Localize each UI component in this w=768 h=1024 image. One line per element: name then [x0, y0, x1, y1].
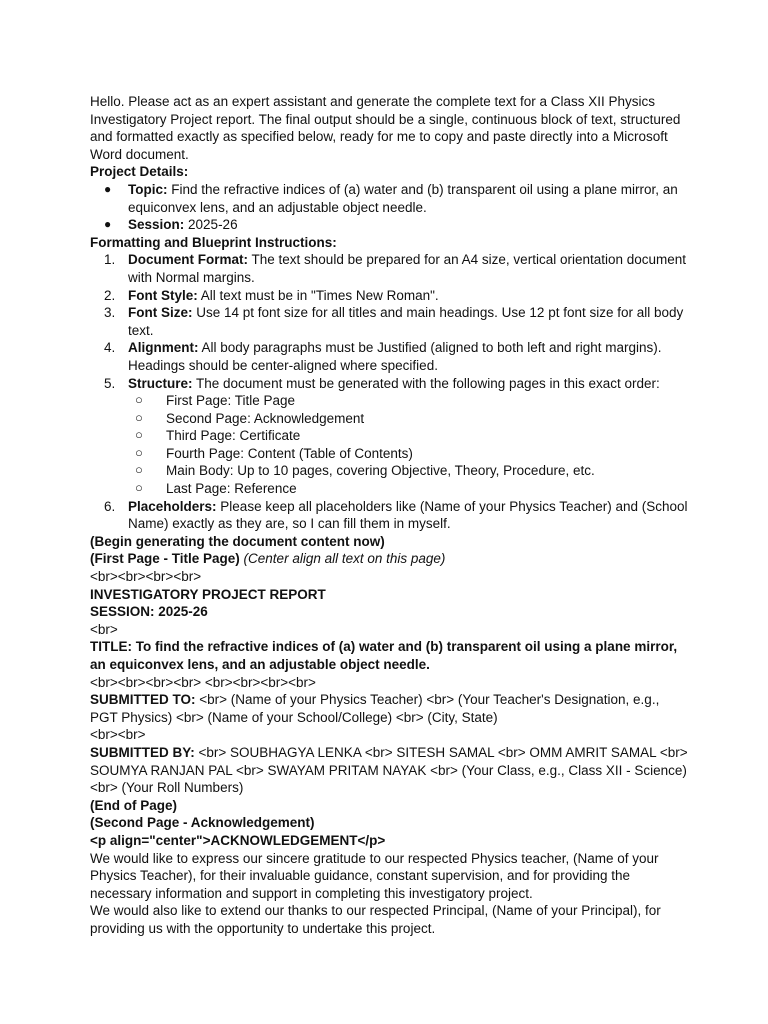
- item-text: All text must be in "Times New Roman".: [197, 287, 439, 303]
- acknowledgement-paragraph-1: We would like to express our sincere gratitude to our respected Physics teacher, (Name of your Physics Teacher), for their invaluable guidance, constant supervision, and for providing the necessary information and support in completing this investigatory project.: [90, 850, 659, 901]
- project-details-list: [90, 181, 690, 234]
- item-text: Use 14 pt font size for all titles and main headings. Use 12 pt font size for all body text.: [128, 305, 684, 338]
- item-text: 2025-26: [184, 217, 238, 233]
- submitted-by-text: <br> SOUBHAGYA LENKA <br> SITESH SAMAL <br> OMM AMRIT SAMAL <br> SOUMYA RANJAN PAL <br> SWAYAM PRITAM NAYAK <br> (Your Class, e.g., Class XII - Science) <br> (Your Roll Numbers): [90, 744, 688, 796]
- item-label: Topic:: [128, 181, 168, 197]
- item-label: Font Size:: [128, 305, 193, 321]
- session-line: SESSION: 2025-26: [90, 604, 208, 620]
- item-label: Document Format:: [128, 252, 249, 268]
- item-label: Placeholders:: [128, 498, 217, 514]
- item-text: The document must be generated with the following pages in this exact order:: [192, 375, 660, 391]
- list-item: 6. Placeholders: Please keep all placeholders like (Name of your Physics Teacher) and (School Name) exactly as they are, so I can fill them in myself.: [104, 498, 688, 532]
- item-text: Find the refractive indices of (a) water and (b) transparent oil using a plane mirror, an equiconvex lens, and an adjustable object needle.: [128, 181, 678, 215]
- project-details-heading: Project Details:: [90, 164, 189, 180]
- br-line: <br><br><br><br> <br><br><br><br>: [90, 674, 316, 690]
- submitted-to-text: <br> (Name of your Physics Teacher) <br> (Your Teacher's Designation, e.g., PGT Physics) <br> (Name of your School/College) <br> (City, State): [90, 692, 660, 725]
- first-page-line: (First Page - Title Page) (Center align all text on this page): [90, 551, 446, 567]
- list-item: ○ Fourth Page: Content (Table of Contents): [118, 445, 690, 463]
- document-page: [90, 93, 690, 938]
- list-item: [90, 181, 690, 216]
- item-label: Session:: [128, 217, 185, 233]
- structure-pages-list: [128, 392, 690, 498]
- list-item: 4. Alignment: All body paragraphs must be Justified (aligned to both left and right margins). Headings should be center-aligned where specified.: [104, 340, 662, 373]
- item-label: Alignment:: [128, 340, 199, 356]
- item-text: Please keep all placeholders like (Name of your Physics Teacher) and (School Name) exactly as they are, so I can fill them in myself.: [128, 498, 688, 532]
- intro-paragraph: Hello. Please act as an expert assistant and generate the complete text for a Class XII Physics Investigatory Project report. The final output should be a single, continuous block of text, structured and formatted exactly as specified below, ready for me to copy and paste directly into a Microsoft Word document.: [90, 94, 681, 162]
- list-item: 2. Font Style: All text must be in "Times New Roman".: [104, 287, 439, 303]
- report-title: INVESTIGATORY PROJECT REPORT: [90, 586, 326, 602]
- list-item: 3. Font Size: Use 14 pt font size for all titles and main headings. Use 12 pt font size for all body text.: [104, 305, 684, 338]
- item-text: The text should be prepared for an A4 size, vertical orientation document with Normal margins.: [128, 252, 687, 285]
- list-item: ○ Main Body: Up to 10 pages, covering Objective, Theory, Procedure, etc.: [118, 462, 690, 480]
- br-line: <br>: [90, 621, 118, 637]
- first-page-note: (Center align all text on this page): [239, 551, 446, 567]
- instructions-list: [90, 251, 690, 533]
- list-item: [90, 216, 690, 234]
- list-item: ○ Second Page: Acknowledgement: [118, 410, 690, 428]
- end-of-page-line: (End of Page): [90, 797, 177, 813]
- acknowledgement-heading: <p align="center">ACKNOWLEDGEMENT</p>: [90, 832, 386, 848]
- item-label: Structure:: [128, 375, 193, 391]
- submitted-by-label: SUBMITTED BY:: [90, 744, 195, 760]
- second-page-line: (Second Page - Acknowledgement): [90, 815, 315, 831]
- formatting-heading: Formatting and Blueprint Instructions:: [90, 234, 337, 250]
- list-item: 5. Structure: The document must be generated with the following pages in this exact order: ○ First Page: Title Page ○ Second Page: Acknowledgement ○ Third Page: Certificate ○ Fourth Page: Content (Table of Contents) ○ Main Body: Up to 10 pages, covering Objective, Theory, Procedure, etc. ○ Last Page: Reference: [90, 375, 690, 498]
- list-item: ○ Third Page: Certificate: [118, 427, 690, 445]
- br-line: <br><br>: [90, 727, 146, 743]
- project-title-line: TITLE: To find the refractive indices of (a) water and (b) transparent oil using a plane mirror, an equiconvex lens, and an adjustable object needle.: [90, 639, 678, 672]
- item-label: Font Style:: [128, 287, 198, 303]
- submitted-to-line: [90, 691, 690, 726]
- item-text: All body paragraphs must be Justified (aligned to both left and right margins). Headings should be center-aligned where specified.: [128, 340, 662, 373]
- list-item: ○ Last Page: Reference: [118, 480, 690, 498]
- acknowledgement-paragraph-2: We would also like to extend our thanks to our respected Principal, (Name of your Principal), for providing us with the opportunity to undertake this project.: [90, 903, 661, 936]
- br-line: <br><br><br><br>: [90, 569, 202, 585]
- list-item: 1. Document Format: The text should be prepared for an A4 size, vertical orientation document with Normal margins.: [104, 252, 687, 285]
- submitted-by-line: [90, 744, 690, 797]
- list-item: ○ First Page: Title Page: [118, 392, 690, 410]
- submitted-to-label: SUBMITTED TO:: [90, 692, 196, 708]
- begin-line: (Begin generating the document content now): [90, 533, 385, 549]
